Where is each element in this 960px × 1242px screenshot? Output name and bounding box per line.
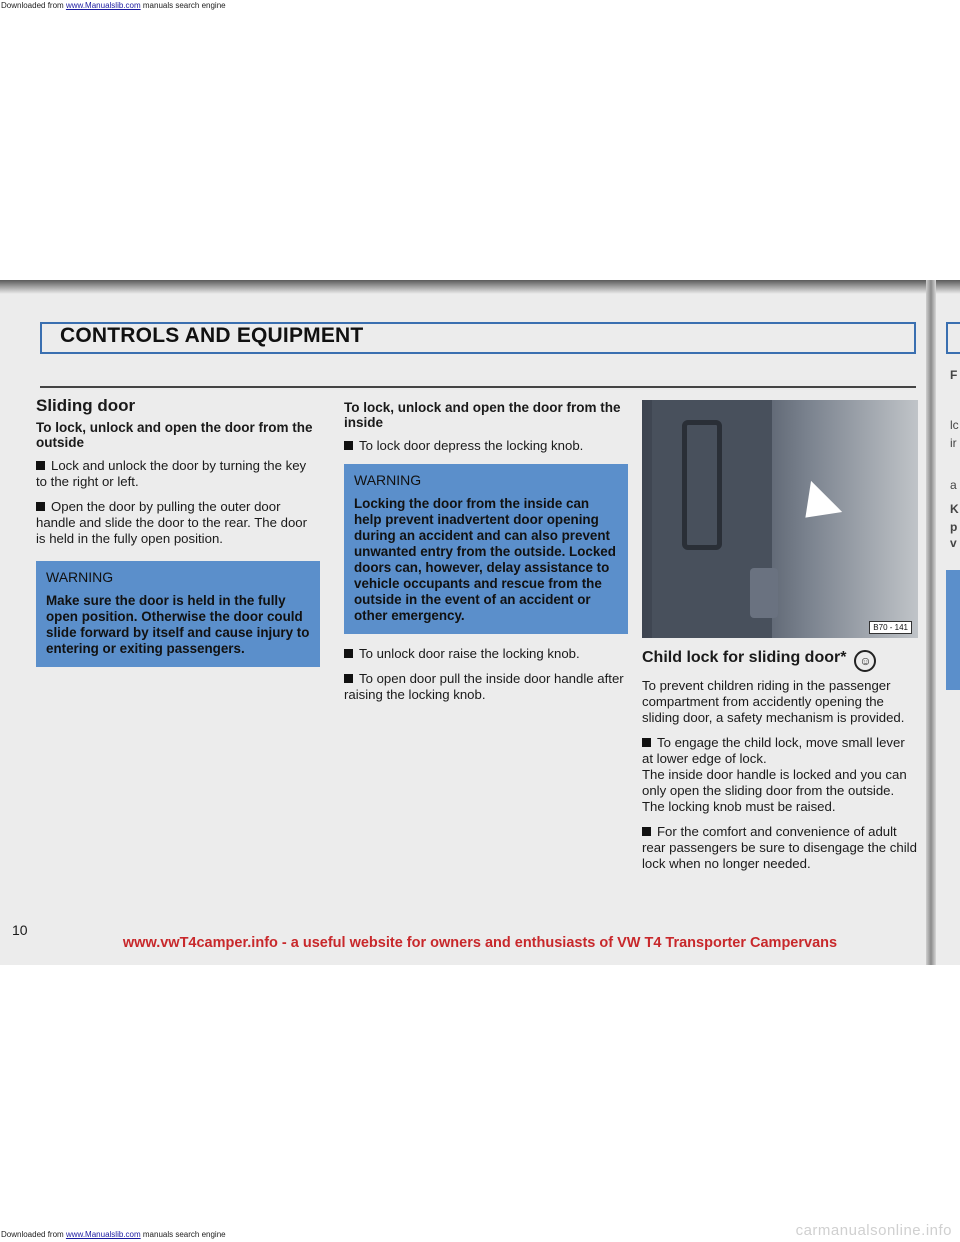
subheading-inside: To lock, unlock and open the door from the inside [344,400,621,430]
book-spine [926,280,936,965]
bullet-icon [642,827,651,836]
paragraph-lock-outside: Lock and unlock the door by turning the key to the right or left. [36,458,307,489]
paragraph-unlock-inside: To unlock door raise the locking knob. [344,646,628,662]
header-rule [40,386,916,388]
paragraph-engage-child-lock: To engage the child lock, move small lever at lower edge of lock. [642,735,905,766]
column-outside [36,398,320,667]
manualslib-link[interactable]: www.Manualslib.com [65,1230,141,1239]
paragraph-disengage-child-lock: For the comfort and convenience of adult rear passengers be sure to disengage the child lock when no longer needed. [642,824,917,871]
bullet-icon [344,674,353,683]
download-suffix: manuals search engine [142,1230,226,1239]
manualslib-link[interactable]: www.Manualslib.com [65,1,141,10]
column-inside [344,400,628,712]
next-page-fragment: ir [950,436,957,450]
download-prefix: Downloaded from [1,1230,64,1239]
manual-page-scan [0,280,960,965]
bullet-icon [36,502,45,511]
page-title: CONTROLS AND EQUIPMENT [60,324,364,347]
photo-reference-tag: B70 - 141 [869,621,912,634]
bullet-icon [344,649,353,658]
section-heading-child-lock: Child lock for sliding door* ☺ [642,650,918,672]
bullet-icon [642,738,651,747]
warning-box-open-position [36,561,320,667]
next-page-fragment: v [950,536,957,550]
paragraph-open-inside: To open door pull the inside door handle after raising the locking knob. [344,671,624,702]
paragraph-child-lock-intro: To prevent children riding in the passenger compartment from accidently opening the sliding door, a safety mechanism is provided. [642,678,905,725]
warning-title: WARNING [354,472,422,488]
next-page-fragment: a [950,478,957,492]
arrow-icon [790,481,842,533]
bullet-icon [344,441,353,450]
column-child-lock [642,650,918,881]
next-page-fragment: K [950,502,959,516]
warning-body: Make sure the door is held in the fully open position. Otherwise the door could slide forward by itself and cause injury to entering or exiting passengers. [46,593,310,656]
page-number: 10 [12,922,28,938]
door-handle [682,420,722,550]
paragraph-open-outside: Open the door by pulling the outer door handle and slide the door to the rear. The door is held in the fully open position. [36,499,308,546]
footer-website-link[interactable]: www.vwT4camper.info - a useful website for owners and enthusiasts of VW T4 Transporter Campervans [122,935,838,951]
warning-body: Locking the door from the inside can help prevent inadvertent door opening during an accident and can also prevent unwanted entry from the outside. Locked doors can, however, delay assistance to vehicle occupants and rescue from the outside in the event of an accident or other emergency. [354,496,616,623]
top-download-bar [0,0,960,12]
watermark-text: carmanualsonline.info [795,1222,952,1239]
paragraph-child-lock-effect: The inside door handle is locked and you can only open the sliding door from the outside. The locking knob must be raised. [642,767,907,814]
next-page-fragment: F [950,368,958,382]
warning-title: WARNING [46,569,114,585]
sliding-door-photo [642,400,918,638]
paragraph-lock-inside: To lock door depress the locking knob. [344,438,628,454]
next-page-fragment: lc [950,418,959,432]
next-page-fragment: p [950,520,958,534]
section-heading-sliding-door: Sliding door [36,396,136,415]
warning-box-locking [344,464,628,634]
next-page-header-frame [946,322,960,354]
download-suffix: manuals search engine [142,1,226,10]
download-prefix: Downloaded from [1,1,64,10]
next-page-warning-fragment [946,570,960,690]
subheading-outside: To lock, unlock and open the door from the outside [36,420,313,450]
child-lock-mechanism [750,568,778,618]
child-safety-icon: ☺ [854,650,876,672]
bullet-icon [36,461,45,470]
